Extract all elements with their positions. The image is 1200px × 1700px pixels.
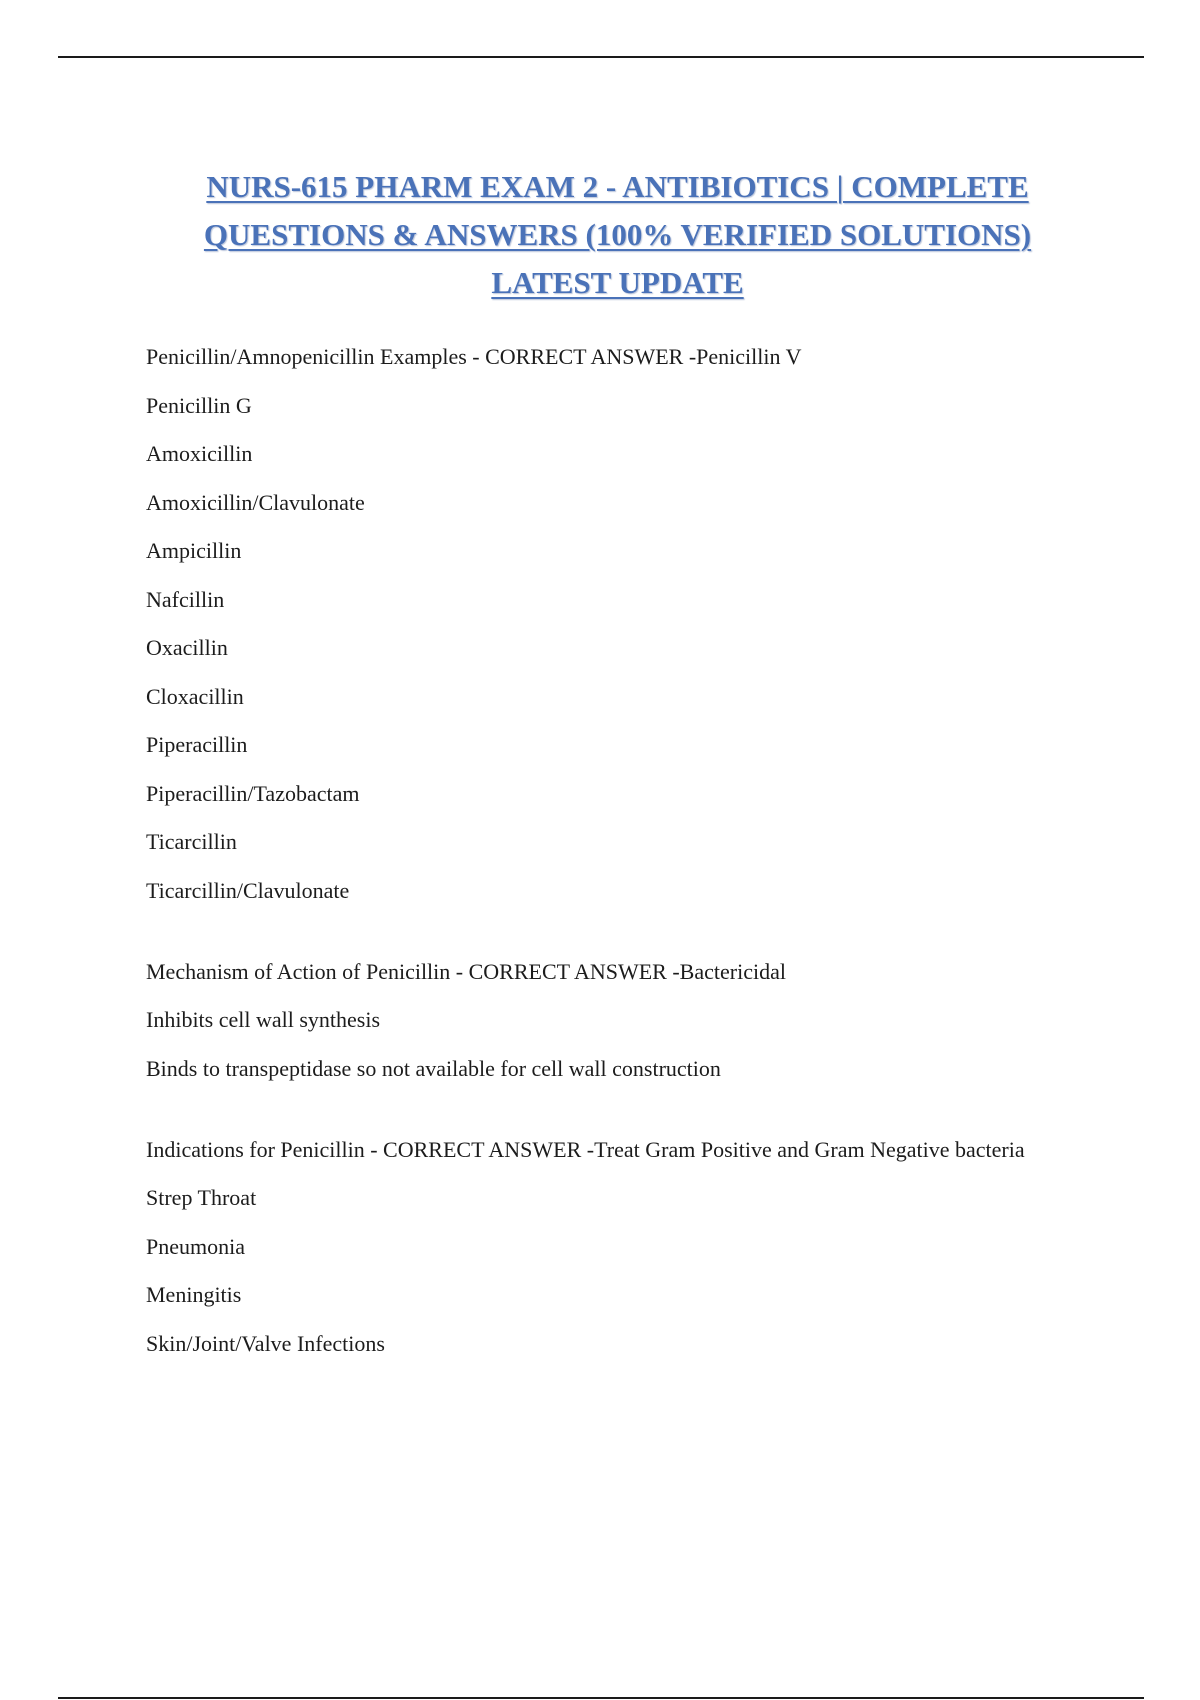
answer-line: Amoxicillin: [146, 441, 253, 466]
answer-line: Amoxicillin/Clavulonate: [146, 489, 365, 515]
qa-block-indications: [146, 1133, 1076, 1360]
answer-line: Piperacillin: [146, 732, 248, 757]
answer-line: Ampicillin: [146, 538, 242, 563]
qa-block-penicillin-examples: [146, 340, 1076, 907]
qa-block-mechanism: [146, 955, 1076, 1085]
answer-line: Ticarcillin/Clavulonate: [146, 877, 350, 903]
question-answer-line: Indications for Penicillin - CORRECT ANSWER -Treat Gram Positive and Gram Negative bacteria: [146, 1136, 1025, 1162]
answer-line: Oxacillin: [146, 635, 228, 660]
answer-line: Binds to transpeptidase so not available for cell wall construction: [146, 1055, 721, 1081]
header-rule: [58, 56, 1144, 58]
title-line-1: NURS-615 PHARM EXAM 2 - ANTIBIOTICS | COMPLETE: [206, 168, 1029, 204]
answer-line: Skin/Joint/Valve Infections: [146, 1330, 385, 1356]
answer-line: Penicillin G: [146, 392, 252, 418]
answer-line: Pneumonia: [146, 1233, 245, 1259]
footer-rule: [58, 1697, 1144, 1699]
document-title: [150, 163, 1085, 307]
answer-line: Strep Throat: [146, 1185, 257, 1210]
answer-line: Cloxacillin: [146, 683, 244, 709]
answer-line: Inhibits cell wall synthesis: [146, 1007, 381, 1032]
answer-line: Nafcillin: [146, 586, 225, 612]
answer-line: Meningitis: [146, 1282, 242, 1307]
answer-line: Ticarcillin: [146, 829, 237, 854]
title-line-2: QUESTIONS & ANSWERS (100% VERIFIED SOLUTIONS): [203, 216, 1032, 252]
document-body: [146, 340, 1076, 1408]
answer-line: Piperacillin/Tazobactam: [146, 780, 360, 806]
question-answer-line: Penicillin/Amnopenicillin Examples - CORRECT ANSWER -Penicillin V: [146, 344, 802, 369]
question-answer-line: Mechanism of Action of Penicillin - CORRECT ANSWER -Bactericidal: [146, 958, 786, 984]
title-line-3: LATEST UPDATE: [491, 264, 744, 300]
